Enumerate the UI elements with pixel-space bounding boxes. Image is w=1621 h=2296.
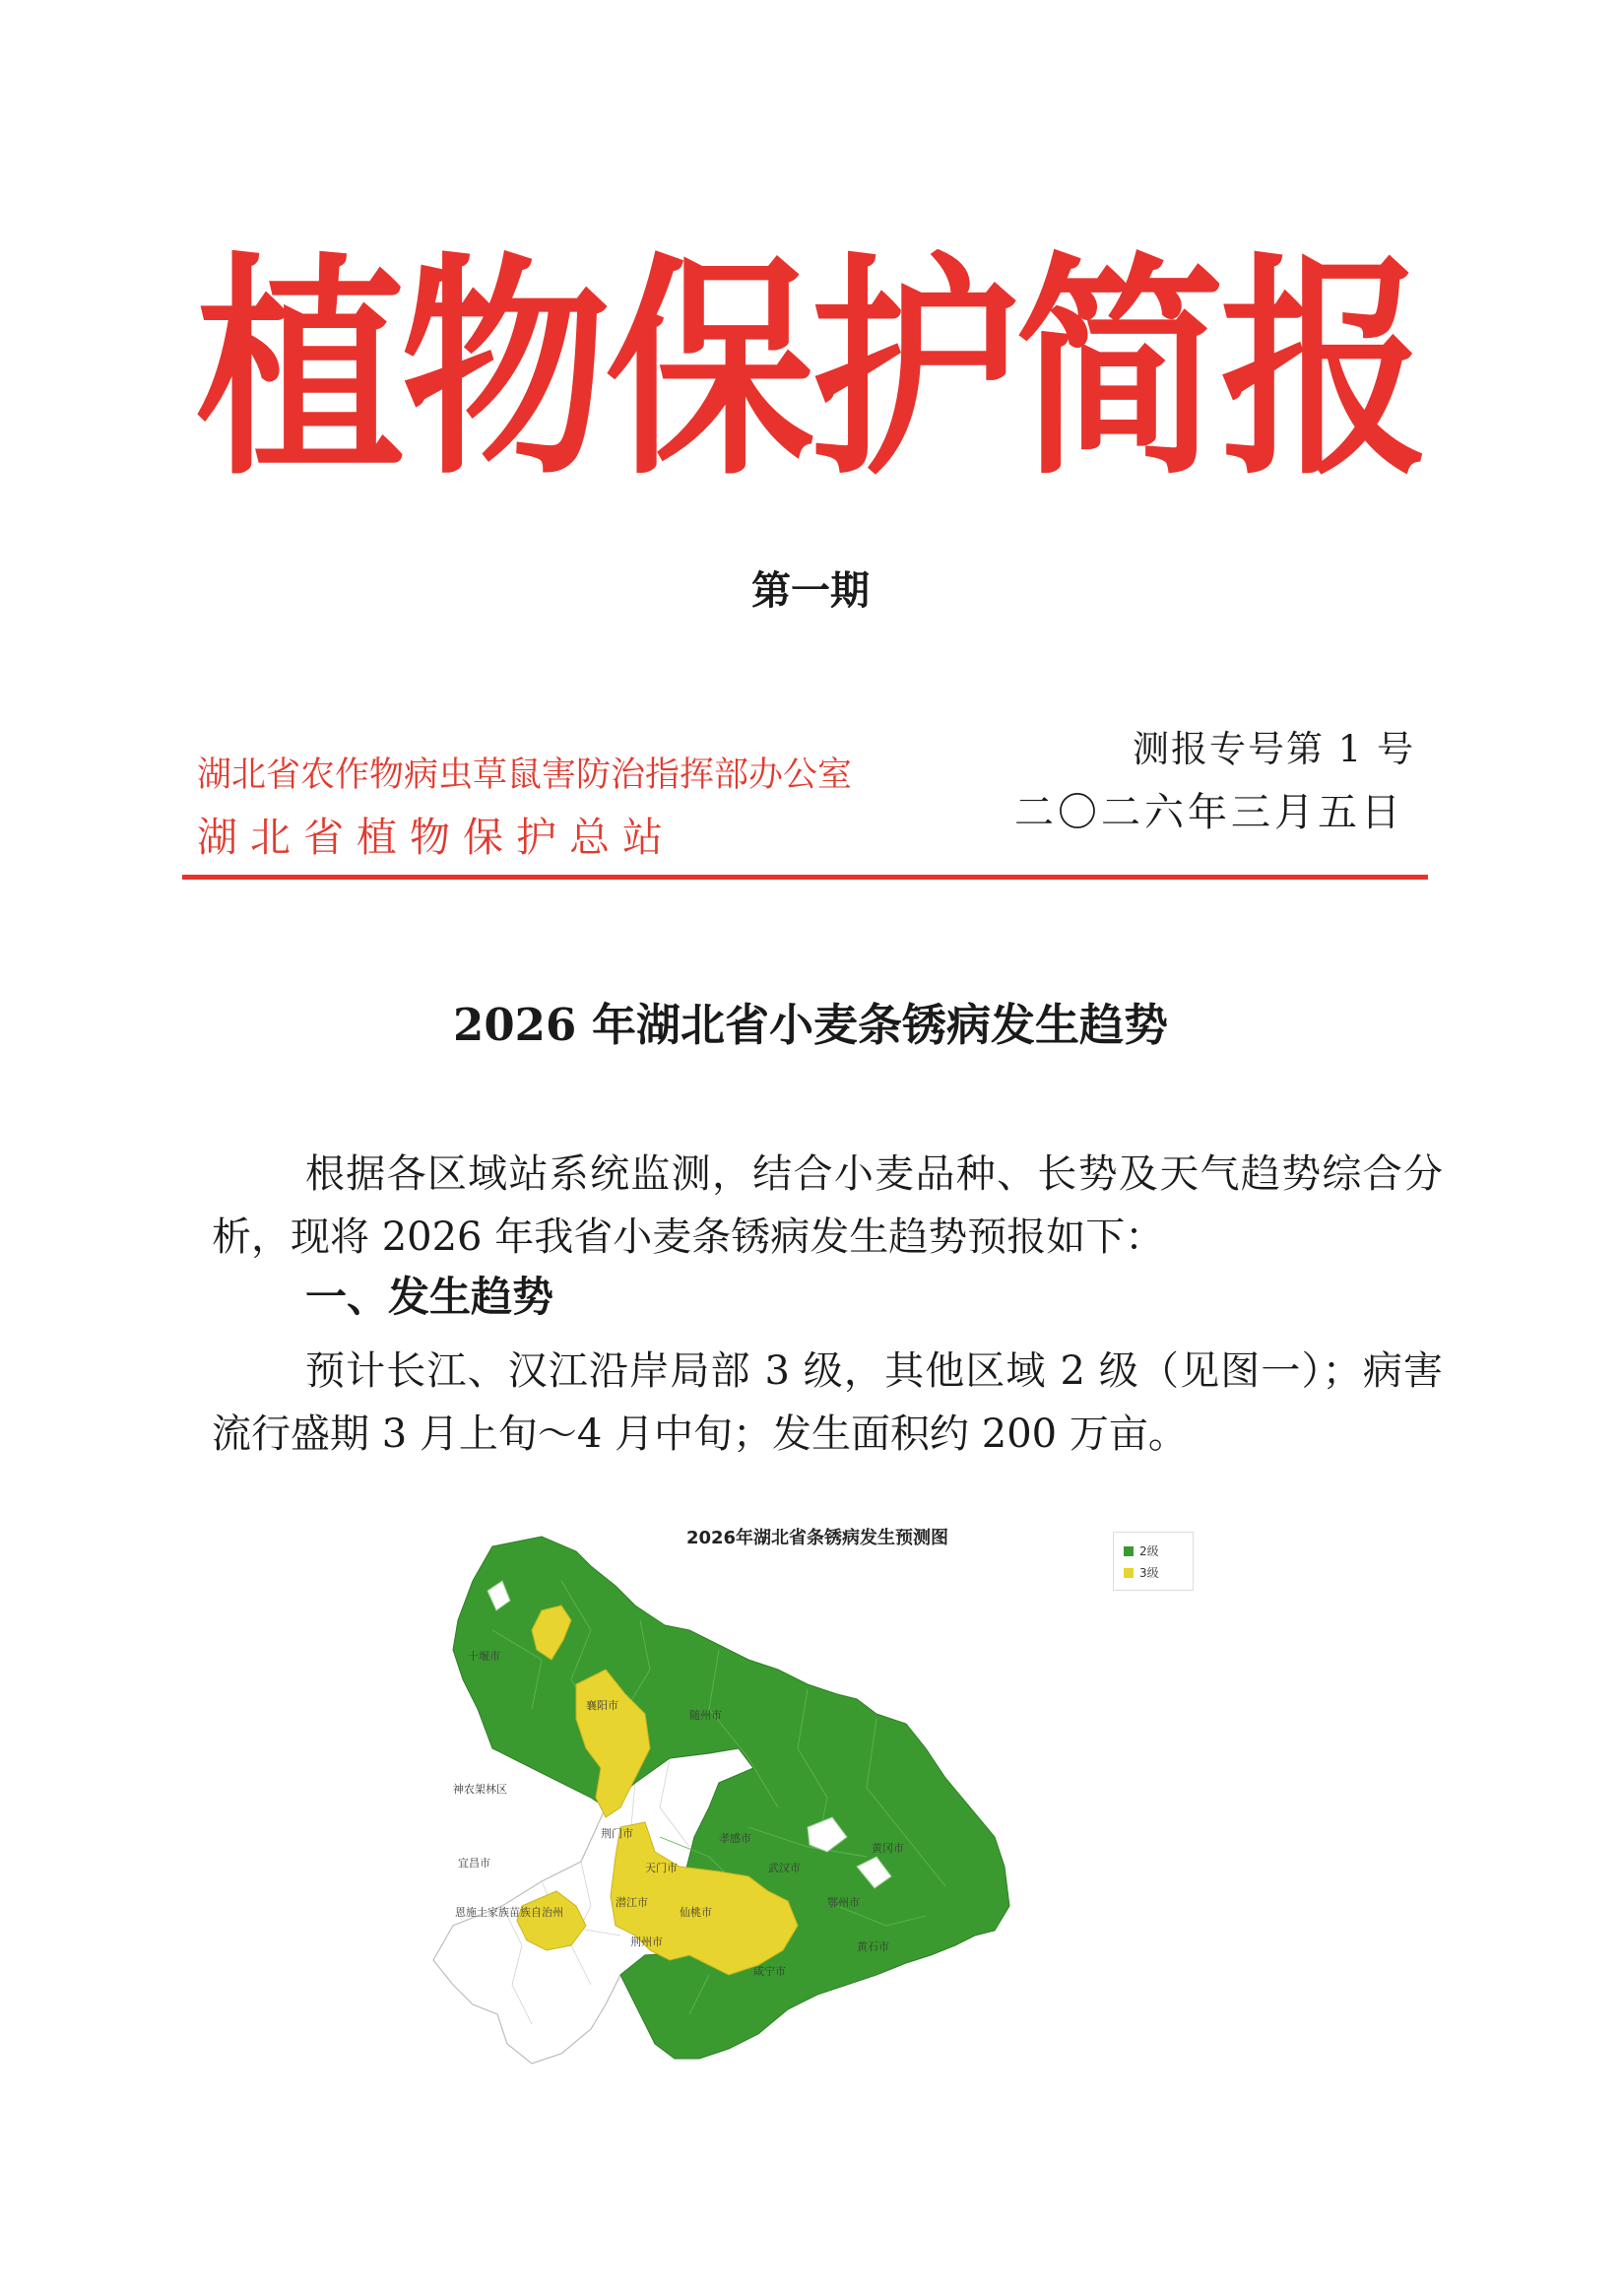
map-label-ezhou: 鄂州市 <box>827 1896 860 1909</box>
map-title: 2026年湖北省条锈病发生预测图 <box>685 1528 949 1548</box>
map-label-xiaogan: 孝感市 <box>719 1832 751 1845</box>
map-label-shennongjia: 神农架林区 <box>453 1783 507 1796</box>
document-title: 2026 年湖北省小麦条锈病发生趋势 <box>453 999 1168 1051</box>
map-label-jingzhou: 荆州市 <box>630 1935 663 1948</box>
map-label-xiantao: 仙桃市 <box>680 1906 712 1919</box>
red-divider <box>182 875 1428 880</box>
masthead-title: 植物保护简报 <box>196 233 1425 506</box>
section-body: 预计长江、汉江沿岸局部 3 级，其他区域 2 级（见图一）；病害流行盛期 3 月上旬～4 月中旬；发生面积约 200 万亩。 <box>212 1348 1443 1457</box>
issuer-station: 湖北省植物保护总站 <box>197 814 676 861</box>
serial-number: 测报专号第 1 号 <box>1133 728 1416 770</box>
map-label-xianning: 咸宁市 <box>753 1965 786 1978</box>
map-label-xiangyang: 襄阳市 <box>586 1699 618 1712</box>
map-label-suizhou: 随州市 <box>689 1709 722 1722</box>
legend-label-level3: 3级 <box>1139 1566 1159 1580</box>
map-label-qianjiang: 潜江市 <box>616 1896 648 1909</box>
map-label-huanggang: 黄冈市 <box>872 1842 904 1855</box>
forecast-map <box>394 1512 1241 2123</box>
map-label-tianmen: 天门市 <box>645 1862 678 1874</box>
issue-date: 二〇二六年三月五日 <box>1014 790 1404 835</box>
map-label-jingmen: 荆门市 <box>601 1827 633 1840</box>
intro-paragraph: 根据各区域站系统监测，结合小麦品种、长势及天气趋势综合分析，现将 2026 年我省小麦条锈病发生趋势预报如下： <box>212 1151 1443 1260</box>
map-label-wuhan: 武汉市 <box>768 1862 801 1874</box>
legend-label-level2: 2级 <box>1139 1544 1159 1558</box>
issue-number: 第一期 <box>751 567 870 614</box>
issuer-office: 湖北省农作物病虫草鼠害防治指挥部办公室 <box>197 755 853 795</box>
map-label-enshi: 恩施土家族苗族自治州 <box>455 1906 563 1919</box>
province-map-svg <box>394 1512 1241 2123</box>
map-label-yichang: 宜昌市 <box>458 1857 490 1870</box>
map-label-huangshi: 黄石市 <box>857 1940 889 1953</box>
section-heading: 一、发生趋势 <box>305 1273 554 1321</box>
map-label-shiyan: 十堰市 <box>468 1650 500 1663</box>
